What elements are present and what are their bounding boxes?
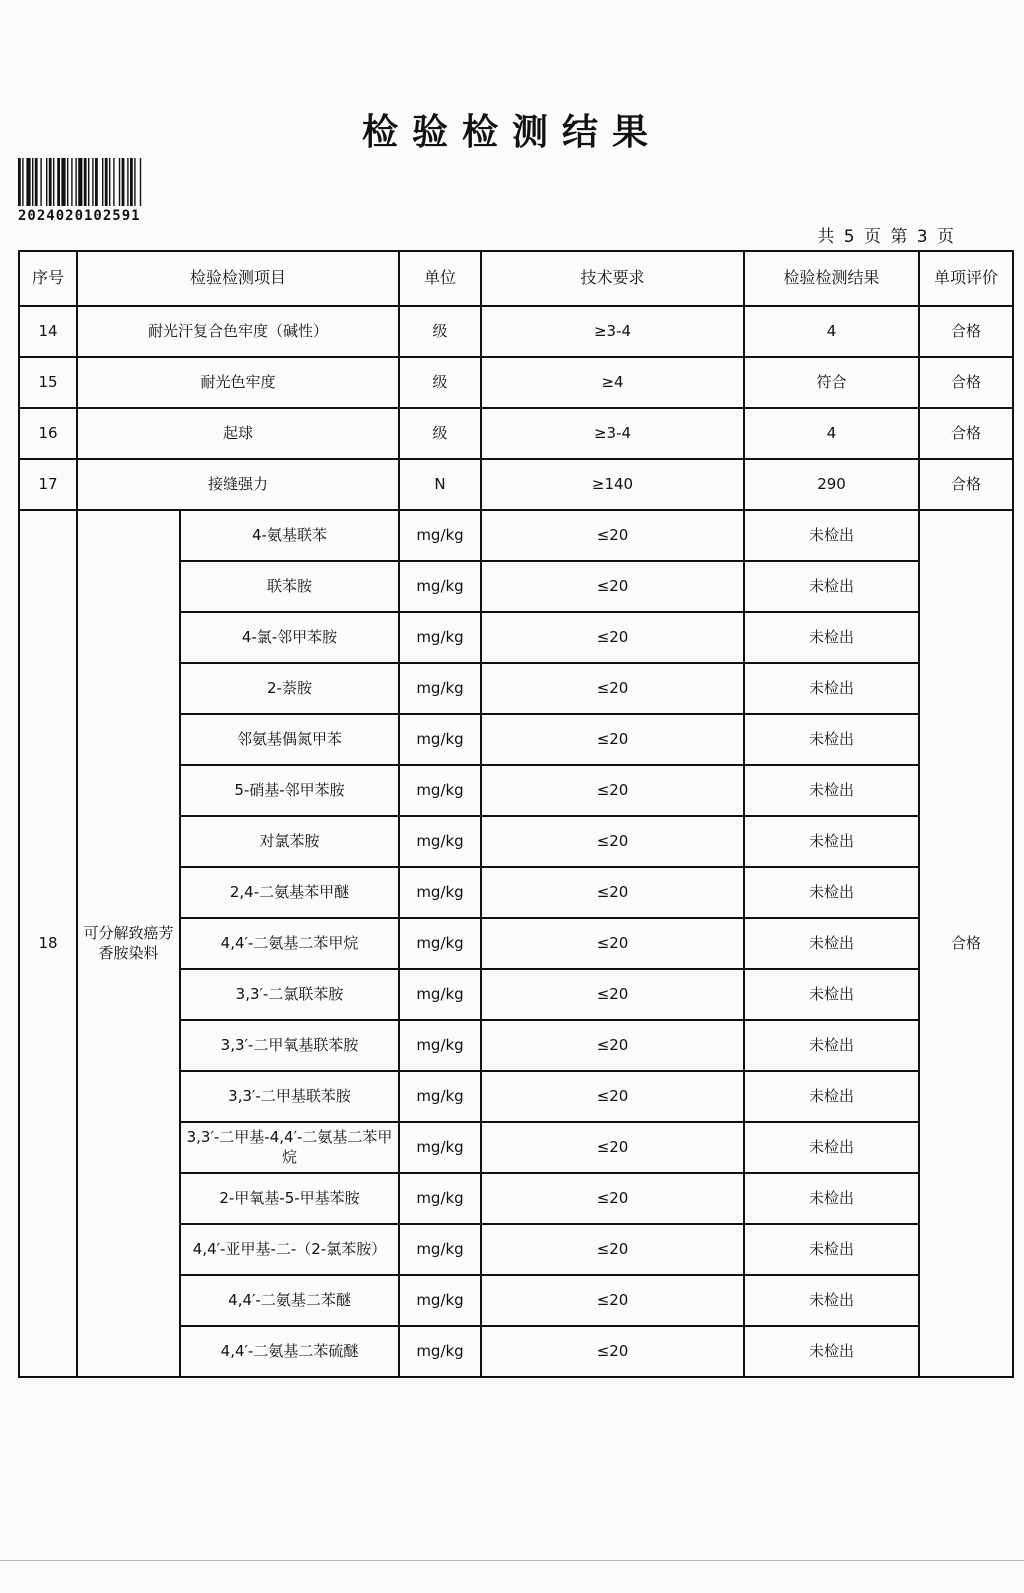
subitem-result: 未检出 (744, 1122, 919, 1173)
subitem-name: 3,3′-二甲氧基联苯胺 (180, 1020, 399, 1071)
row-seq: 16 (19, 408, 77, 459)
subitem-name: 4,4′-二氨基二苯醚 (180, 1275, 399, 1326)
results-table (18, 250, 1014, 1378)
subitem-result: 未检出 (744, 1071, 919, 1122)
row-item: 接缝强力 (77, 459, 399, 510)
subitem-unit: mg/kg (399, 561, 481, 612)
row-item: 耐光色牢度 (77, 357, 399, 408)
subitem-result: 未检出 (744, 510, 919, 561)
subitem-result: 未检出 (744, 561, 919, 612)
subitem-result: 未检出 (744, 867, 919, 918)
header-unit: 单位 (399, 251, 481, 306)
header-evaluation: 单项评价 (919, 251, 1013, 306)
subitem-requirement: ≤20 (481, 969, 744, 1020)
subitem-result: 未检出 (744, 1326, 919, 1377)
subitem-unit: mg/kg (399, 1122, 481, 1173)
subitem-name: 3,3′-二氯联苯胺 (180, 969, 399, 1020)
subitem-requirement: ≤20 (481, 1122, 744, 1173)
subitem-unit: mg/kg (399, 918, 481, 969)
group-evaluation: 合格 (919, 510, 1013, 1377)
subitem-requirement: ≤20 (481, 612, 744, 663)
subitem-result: 未检出 (744, 663, 919, 714)
subitem-requirement: ≤20 (481, 1173, 744, 1224)
row-unit: 级 (399, 357, 481, 408)
subitem-unit: mg/kg (399, 867, 481, 918)
subitem-unit: mg/kg (399, 1173, 481, 1224)
row-result: 4 (744, 408, 919, 459)
table-row (19, 459, 1013, 510)
subitem-result: 未检出 (744, 1275, 919, 1326)
subitem-name: 3,3′-二甲基-4,4′-二氨基二苯甲烷 (180, 1122, 399, 1173)
row-item: 耐光汗复合色牢度（碱性） (77, 306, 399, 357)
barcode-number: 2024020102591 (18, 208, 141, 224)
subitem-unit: mg/kg (399, 969, 481, 1020)
row-requirement: ≥3-4 (481, 408, 744, 459)
subitem-requirement: ≤20 (481, 867, 744, 918)
group-item: 可分解致癌芳香胺染料 (77, 510, 180, 1377)
page-title: 检验检测结果 (361, 112, 662, 153)
row-result: 290 (744, 459, 919, 510)
table-row (19, 408, 1013, 459)
subitem-requirement: ≤20 (481, 1326, 744, 1377)
subitem-result: 未检出 (744, 714, 919, 765)
group-seq: 18 (19, 510, 77, 1377)
subitem-unit: mg/kg (399, 1071, 481, 1122)
subitem-unit: mg/kg (399, 663, 481, 714)
subitem-name: 4,4′-亚甲基-二-（2-氯苯胺） (180, 1224, 399, 1275)
subitem-result: 未检出 (744, 612, 919, 663)
subitem-unit: mg/kg (399, 1020, 481, 1071)
subitem-requirement: ≤20 (481, 714, 744, 765)
header-result: 检验检测结果 (744, 251, 919, 306)
row-seq: 15 (19, 357, 77, 408)
subitem-unit: mg/kg (399, 612, 481, 663)
subitem-result: 未检出 (744, 816, 919, 867)
row-result: 符合 (744, 357, 919, 408)
subitem-name: 5-硝基-邻甲苯胺 (180, 765, 399, 816)
subitem-unit: mg/kg (399, 765, 481, 816)
row-unit: N (399, 459, 481, 510)
row-evaluation: 合格 (919, 408, 1013, 459)
subitem-unit: mg/kg (399, 510, 481, 561)
subitem-name: 对氯苯胺 (180, 816, 399, 867)
row-item: 起球 (77, 408, 399, 459)
subitem-name: 邻氨基偶氮甲苯 (180, 714, 399, 765)
subitem-result: 未检出 (744, 1020, 919, 1071)
subitem-name: 2-甲氧基-5-甲基苯胺 (180, 1173, 399, 1224)
header-seq: 序号 (19, 251, 77, 306)
table-row (19, 510, 1013, 561)
subitem-name: 2-萘胺 (180, 663, 399, 714)
subitem-unit: mg/kg (399, 1224, 481, 1275)
row-evaluation: 合格 (919, 357, 1013, 408)
subitem-result: 未检出 (744, 765, 919, 816)
row-evaluation: 合格 (919, 306, 1013, 357)
row-result: 4 (744, 306, 919, 357)
page-bottom-line (0, 1560, 1024, 1561)
subitem-result: 未检出 (744, 1224, 919, 1275)
subitem-requirement: ≤20 (481, 1071, 744, 1122)
subitem-unit: mg/kg (399, 714, 481, 765)
subitem-name: 4,4′-二氨基二苯甲烷 (180, 918, 399, 969)
table-row (19, 306, 1013, 357)
subitem-requirement: ≤20 (481, 1275, 744, 1326)
subitem-requirement: ≤20 (481, 816, 744, 867)
header-requirement: 技术要求 (481, 251, 744, 306)
header-item: 检验检测项目 (77, 251, 399, 306)
subitem-unit: mg/kg (399, 816, 481, 867)
subitem-unit: mg/kg (399, 1326, 481, 1377)
row-unit: 级 (399, 306, 481, 357)
row-seq: 14 (19, 306, 77, 357)
row-evaluation: 合格 (919, 459, 1013, 510)
subitem-requirement: ≤20 (481, 510, 744, 561)
row-requirement: ≥4 (481, 357, 744, 408)
page-info: 共 5 页 第 3 页 (817, 227, 954, 247)
row-unit: 级 (399, 408, 481, 459)
subitem-name: 4-氨基联苯 (180, 510, 399, 561)
subitem-requirement: ≤20 (481, 1020, 744, 1071)
subitem-name: 联苯胺 (180, 561, 399, 612)
row-requirement: ≥3-4 (481, 306, 744, 357)
subitem-result: 未检出 (744, 918, 919, 969)
subitem-requirement: ≤20 (481, 1224, 744, 1275)
subitem-unit: mg/kg (399, 1275, 481, 1326)
table-row (19, 357, 1013, 408)
row-seq: 17 (19, 459, 77, 510)
row-requirement: ≥140 (481, 459, 744, 510)
subitem-name: 2,4-二氨基苯甲醚 (180, 867, 399, 918)
barcode-icon (18, 158, 178, 206)
subitem-requirement: ≤20 (481, 561, 744, 612)
subitem-result: 未检出 (744, 969, 919, 1020)
subitem-requirement: ≤20 (481, 765, 744, 816)
subitem-name: 4-氯-邻甲苯胺 (180, 612, 399, 663)
subitem-requirement: ≤20 (481, 918, 744, 969)
subitem-result: 未检出 (744, 1173, 919, 1224)
subitem-name: 3,3′-二甲基联苯胺 (180, 1071, 399, 1122)
subitem-name: 4,4′-二氨基二苯硫醚 (180, 1326, 399, 1377)
subitem-requirement: ≤20 (481, 663, 744, 714)
table-header-row (19, 251, 1013, 306)
